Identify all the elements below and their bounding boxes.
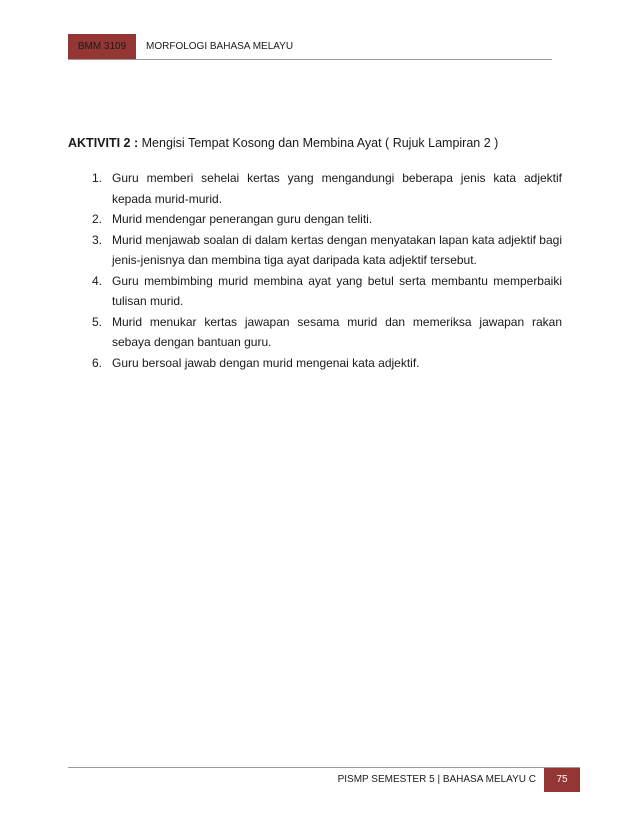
footer-text: PISMP SEMESTER 5 | BAHASA MELAYU C (337, 774, 536, 785)
page-header (68, 34, 552, 60)
list-item (68, 312, 562, 353)
step-text: Guru bersoal jawab dengan murid mengenai kata adjektif. (112, 355, 420, 370)
activity-label: AKTIVITI 2 : (68, 136, 139, 150)
page-number-badge: 75 (544, 768, 580, 792)
activity-steps-list (68, 168, 562, 373)
step-number: 5. (92, 314, 103, 329)
step-number: 3. (92, 232, 103, 247)
step-text: Murid menukar kertas jawapan sesama murid dan memeriksa jawapan rakan sebaya dengan bantuan guru. (112, 314, 562, 349)
list-item (68, 353, 562, 374)
step-number: 6. (92, 355, 103, 370)
course-code-badge: BMM 3109 (68, 34, 136, 59)
activity-title: Mengisi Tempat Kosong dan Membina Ayat ( Rujuk Lampiran 2 ) (138, 136, 499, 150)
list-item (68, 271, 562, 312)
list-item (68, 209, 562, 230)
step-number: 2. (92, 212, 103, 226)
step-text: Murid mendengar penerangan guru dengan teliti. (112, 212, 373, 226)
step-text: Guru memberi sehelai kertas yang mengandungi beberapa jenis kata adjektif kepada murid-murid. (112, 171, 562, 206)
activity-heading (68, 135, 568, 151)
step-text: Guru membimbing murid membina ayat yang betul serta membantu memperbaiki tulisan murid. (112, 273, 562, 308)
course-title: MORFOLOGI BAHASA MELAYU (146, 41, 294, 52)
step-number: 4. (92, 273, 103, 288)
step-text: Murid menjawab soalan di dalam kertas dengan menyatakan lapan kata adjektif bagi jenis-jenisnya dan membina tiga ayat daripada kata adjektif tersebut. (112, 232, 562, 267)
step-number: 1. (92, 171, 103, 185)
list-item (68, 168, 562, 209)
list-item (68, 230, 562, 271)
page-footer (68, 767, 580, 792)
